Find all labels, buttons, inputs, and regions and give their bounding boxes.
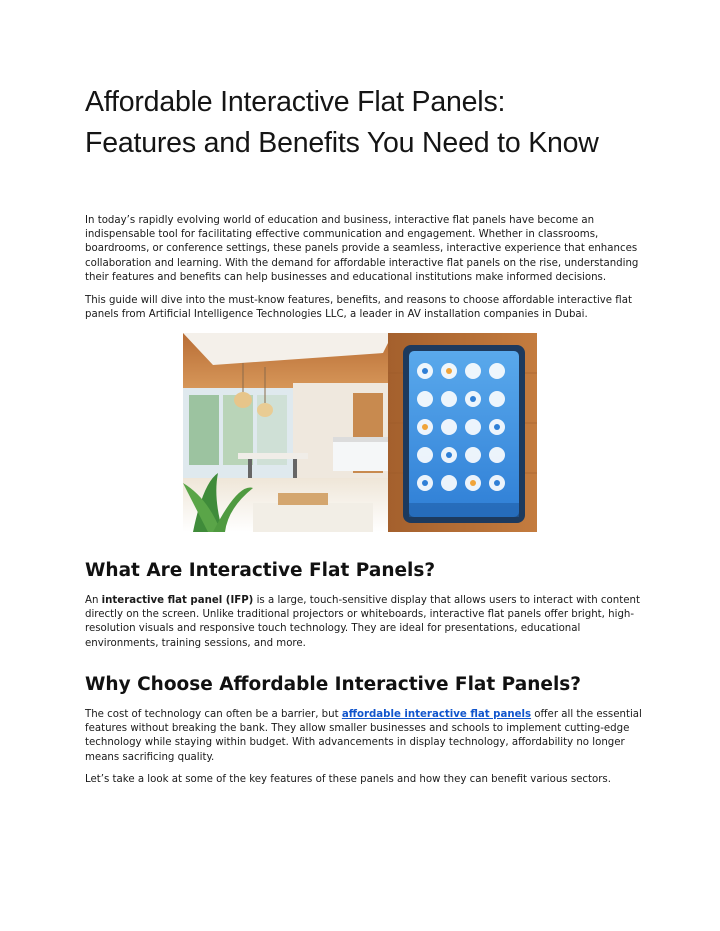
s2-text-suffix: offer all the essential features without breaking the bank. They allow smaller businesses and schools to implement cutting-edge technology while staying within budget. With advancements in display technology, affordability no longer means sacrificing quality. [85, 709, 642, 763]
s2-text-prefix: The cost of technology can often be a barrier, but [85, 709, 342, 720]
affordable-panels-link[interactable]: affordable interactive flat panels [341, 709, 532, 720]
section-heading-why-choose: Why Choose Affordable Interactive Flat Panels? [85, 674, 582, 695]
hero-image [183, 333, 537, 532]
intro-paragraph-2: This guide will dive into the must-know features, benefits, and reasons to choose affordable interactive flat panels from Artificial Intelligence Technologies LLC, a leader in AV installation companies in Dubai. [85, 295, 632, 321]
interactive-panel-room-illustration-icon [183, 333, 537, 532]
section-2-paragraph-1 [85, 708, 645, 765]
section-1-paragraph [85, 594, 645, 651]
s1-text-suffix: is a large, touch-sensitive display that allows users to interact with content directly on the screen. Unlike traditional projectors or whiteboards, interactive flat panels offer bright, high-resolution visuals and responsive touch technology. They are ideal for presentations, educational environments, training sessions, and more. [85, 595, 640, 649]
section-heading-what-are-ifp: What Are Interactive Flat Panels? [85, 560, 436, 581]
intro-paragraph-1: In today’s rapidly evolving world of education and business, interactive flat panels have become an indispensable tool for facilitating effective communication and engagement. Whether in classrooms, boardrooms, or conference settings, these panels provide a seamless, interactive experience that enhances collaboration and learning. With the demand for affordable interactive flat panels on the rise, understanding their features and benefits can help businesses and educational institutions make informed decisions. [85, 215, 639, 283]
section-2-paragraph-2: Let’s take a look at some of the key features of these panels and how they can benefit various sectors. [85, 774, 611, 785]
page-title: Affordable Interactive Flat Panels: Features and Benefits You Need to Know [85, 86, 599, 159]
s1-text-prefix: An [85, 595, 102, 606]
s1-bold-term: interactive flat panel (IFP) [101, 595, 254, 606]
